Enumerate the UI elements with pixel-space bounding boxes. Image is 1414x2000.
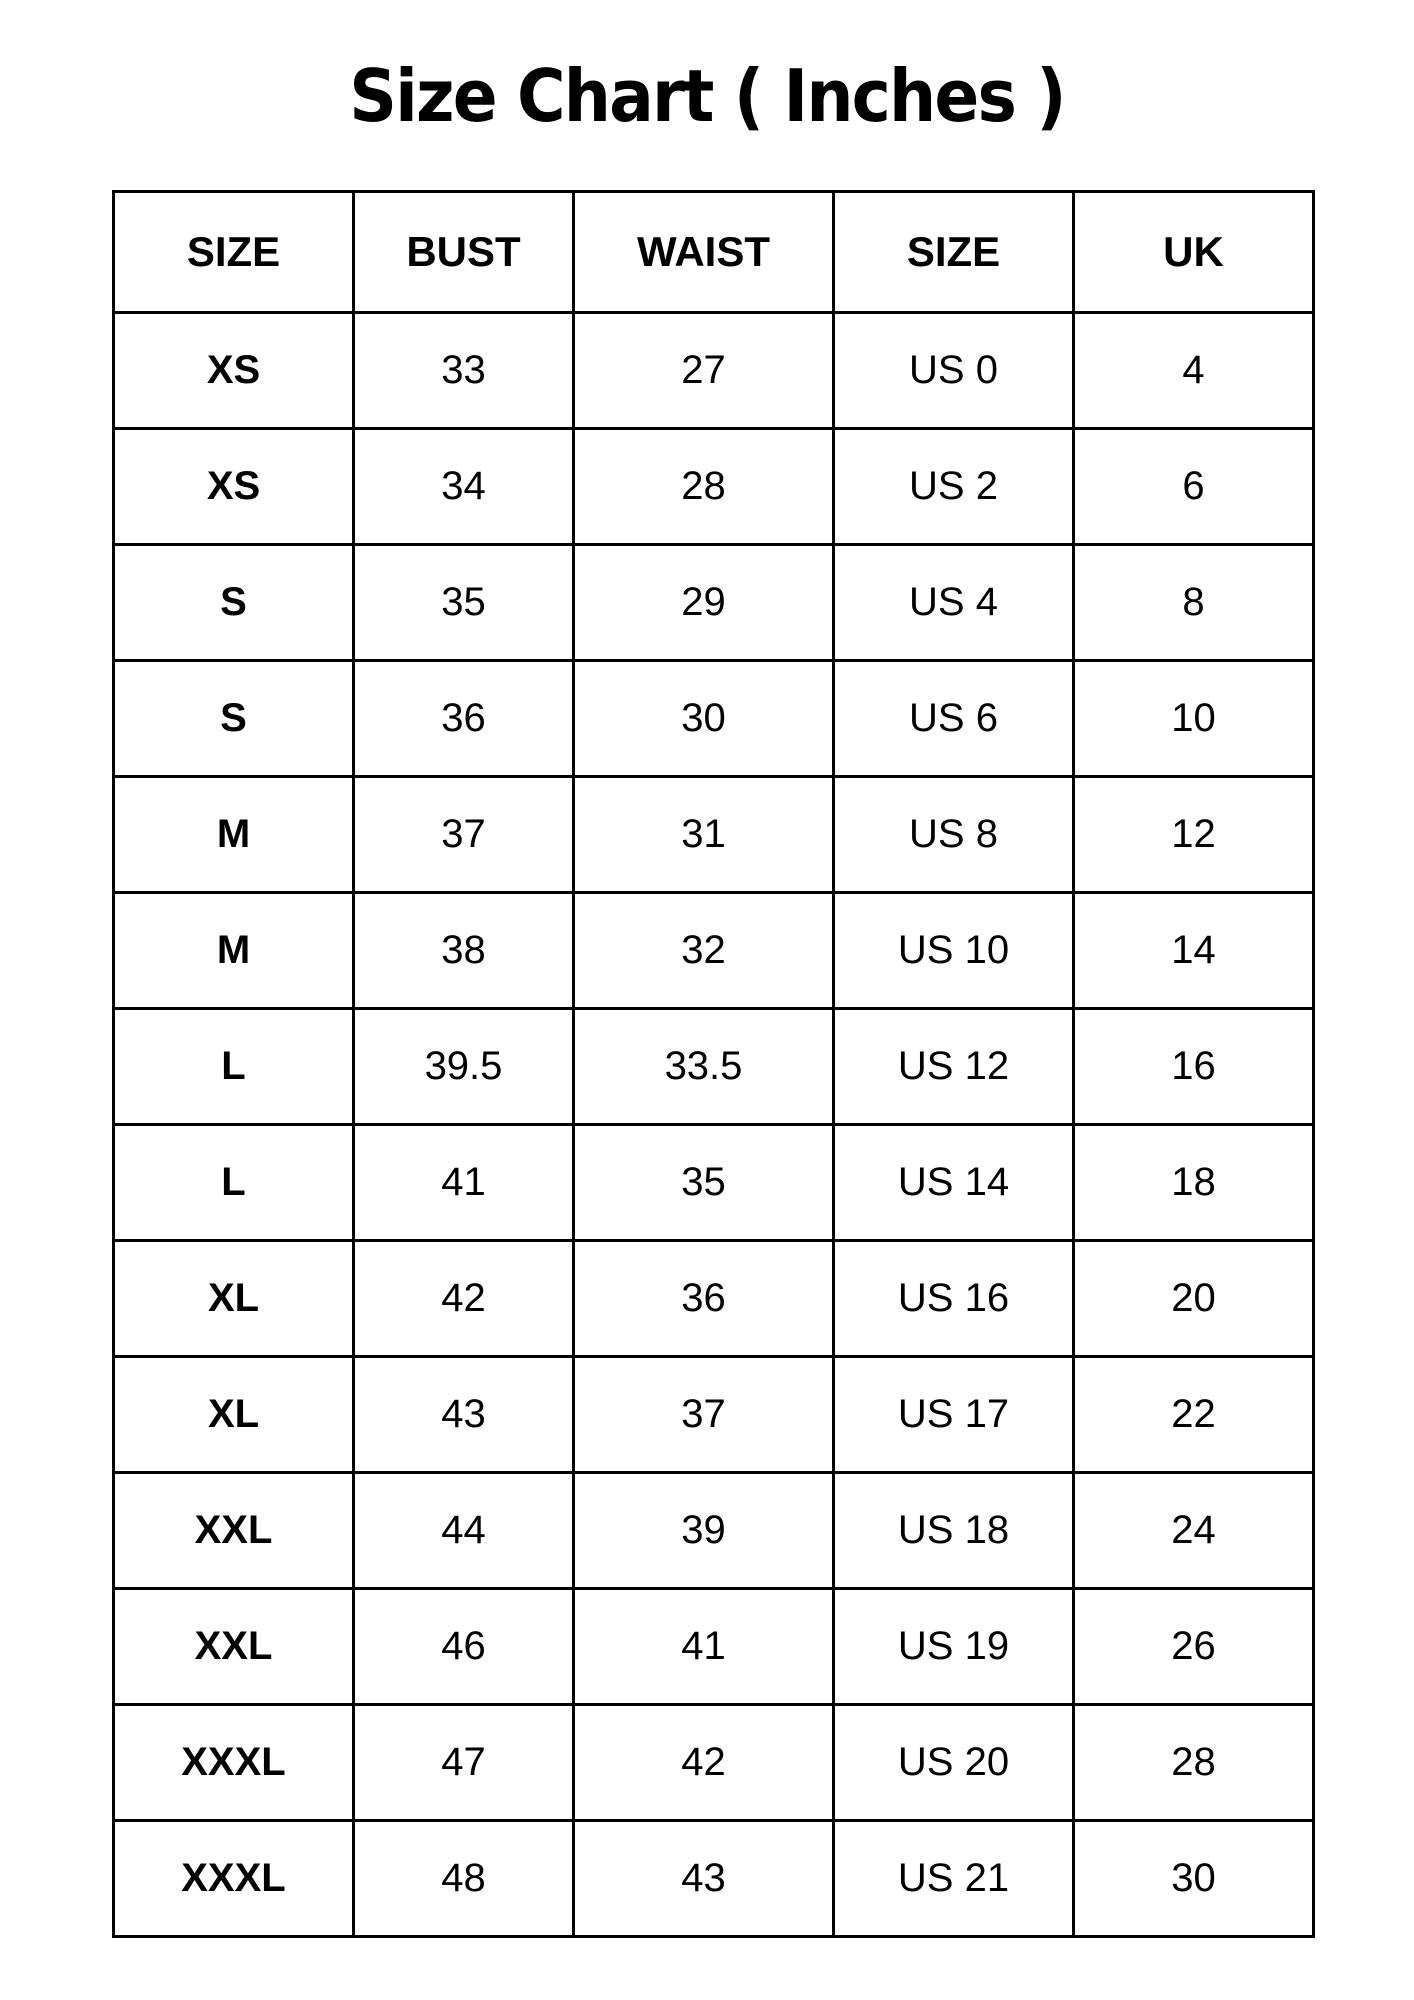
cell-size: XS (114, 429, 354, 545)
header-uk: UK (1074, 192, 1314, 313)
header-waist: WAIST (574, 192, 834, 313)
cell-waist: 29 (574, 545, 834, 661)
cell-bust: 38 (354, 893, 574, 1009)
table-row (114, 1473, 1314, 1589)
page-title: Size Chart ( Inches ) (349, 54, 1065, 138)
cell-us-size: US 19 (834, 1589, 1074, 1705)
cell-waist: 42 (574, 1705, 834, 1821)
cell-us-size: US 0 (834, 313, 1074, 429)
cell-bust: 47 (354, 1705, 574, 1821)
table-row (114, 313, 1314, 429)
cell-waist: 30 (574, 661, 834, 777)
cell-size: M (114, 777, 354, 893)
cell-bust: 43 (354, 1357, 574, 1473)
cell-us-size: US 12 (834, 1009, 1074, 1125)
header-us-size: SIZE (834, 192, 1074, 313)
cell-uk: 18 (1074, 1125, 1314, 1241)
cell-waist: 37 (574, 1357, 834, 1473)
cell-uk: 26 (1074, 1589, 1314, 1705)
cell-bust: 34 (354, 429, 574, 545)
cell-bust: 36 (354, 661, 574, 777)
table-row (114, 777, 1314, 893)
cell-waist: 35 (574, 1125, 834, 1241)
cell-size: M (114, 893, 354, 1009)
cell-size: XL (114, 1357, 354, 1473)
cell-waist: 39 (574, 1473, 834, 1589)
size-chart-table (112, 190, 1315, 1938)
table-row (114, 1241, 1314, 1357)
table-row (114, 1589, 1314, 1705)
cell-waist: 31 (574, 777, 834, 893)
cell-size: XXXL (114, 1705, 354, 1821)
cell-us-size: US 14 (834, 1125, 1074, 1241)
cell-uk: 22 (1074, 1357, 1314, 1473)
cell-size: S (114, 661, 354, 777)
cell-bust: 41 (354, 1125, 574, 1241)
cell-uk: 8 (1074, 545, 1314, 661)
cell-bust: 37 (354, 777, 574, 893)
cell-uk: 12 (1074, 777, 1314, 893)
header-bust: BUST (354, 192, 574, 313)
cell-waist: 33.5 (574, 1009, 834, 1125)
cell-us-size: US 10 (834, 893, 1074, 1009)
cell-uk: 28 (1074, 1705, 1314, 1821)
table-header-row (114, 192, 1314, 313)
cell-us-size: US 21 (834, 1821, 1074, 1937)
table-row (114, 1357, 1314, 1473)
cell-waist: 41 (574, 1589, 834, 1705)
header-size: SIZE (114, 192, 354, 313)
cell-uk: 10 (1074, 661, 1314, 777)
cell-us-size: US 17 (834, 1357, 1074, 1473)
cell-uk: 30 (1074, 1821, 1314, 1937)
cell-uk: 14 (1074, 893, 1314, 1009)
cell-bust: 46 (354, 1589, 574, 1705)
cell-waist: 36 (574, 1241, 834, 1357)
cell-size: XXL (114, 1473, 354, 1589)
cell-waist: 32 (574, 893, 834, 1009)
cell-us-size: US 8 (834, 777, 1074, 893)
cell-bust: 44 (354, 1473, 574, 1589)
cell-us-size: US 18 (834, 1473, 1074, 1589)
cell-bust: 42 (354, 1241, 574, 1357)
cell-size: XXXL (114, 1821, 354, 1937)
cell-bust: 33 (354, 313, 574, 429)
cell-size: L (114, 1009, 354, 1125)
cell-bust: 39.5 (354, 1009, 574, 1125)
cell-uk: 4 (1074, 313, 1314, 429)
cell-size: XXL (114, 1589, 354, 1705)
cell-size: XL (114, 1241, 354, 1357)
cell-size: S (114, 545, 354, 661)
cell-waist: 43 (574, 1821, 834, 1937)
cell-uk: 16 (1074, 1009, 1314, 1125)
table-row (114, 1821, 1314, 1937)
cell-bust: 48 (354, 1821, 574, 1937)
table-row (114, 1125, 1314, 1241)
cell-uk: 24 (1074, 1473, 1314, 1589)
table-row (114, 661, 1314, 777)
cell-uk: 20 (1074, 1241, 1314, 1357)
cell-uk: 6 (1074, 429, 1314, 545)
cell-us-size: US 20 (834, 1705, 1074, 1821)
cell-waist: 27 (574, 313, 834, 429)
cell-us-size: US 4 (834, 545, 1074, 661)
cell-us-size: US 6 (834, 661, 1074, 777)
cell-waist: 28 (574, 429, 834, 545)
table-row (114, 1009, 1314, 1125)
cell-bust: 35 (354, 545, 574, 661)
cell-us-size: US 16 (834, 1241, 1074, 1357)
table-row (114, 893, 1314, 1009)
cell-size: XS (114, 313, 354, 429)
cell-size: L (114, 1125, 354, 1241)
table-row (114, 429, 1314, 545)
table-row (114, 545, 1314, 661)
table-row (114, 1705, 1314, 1821)
cell-us-size: US 2 (834, 429, 1074, 545)
